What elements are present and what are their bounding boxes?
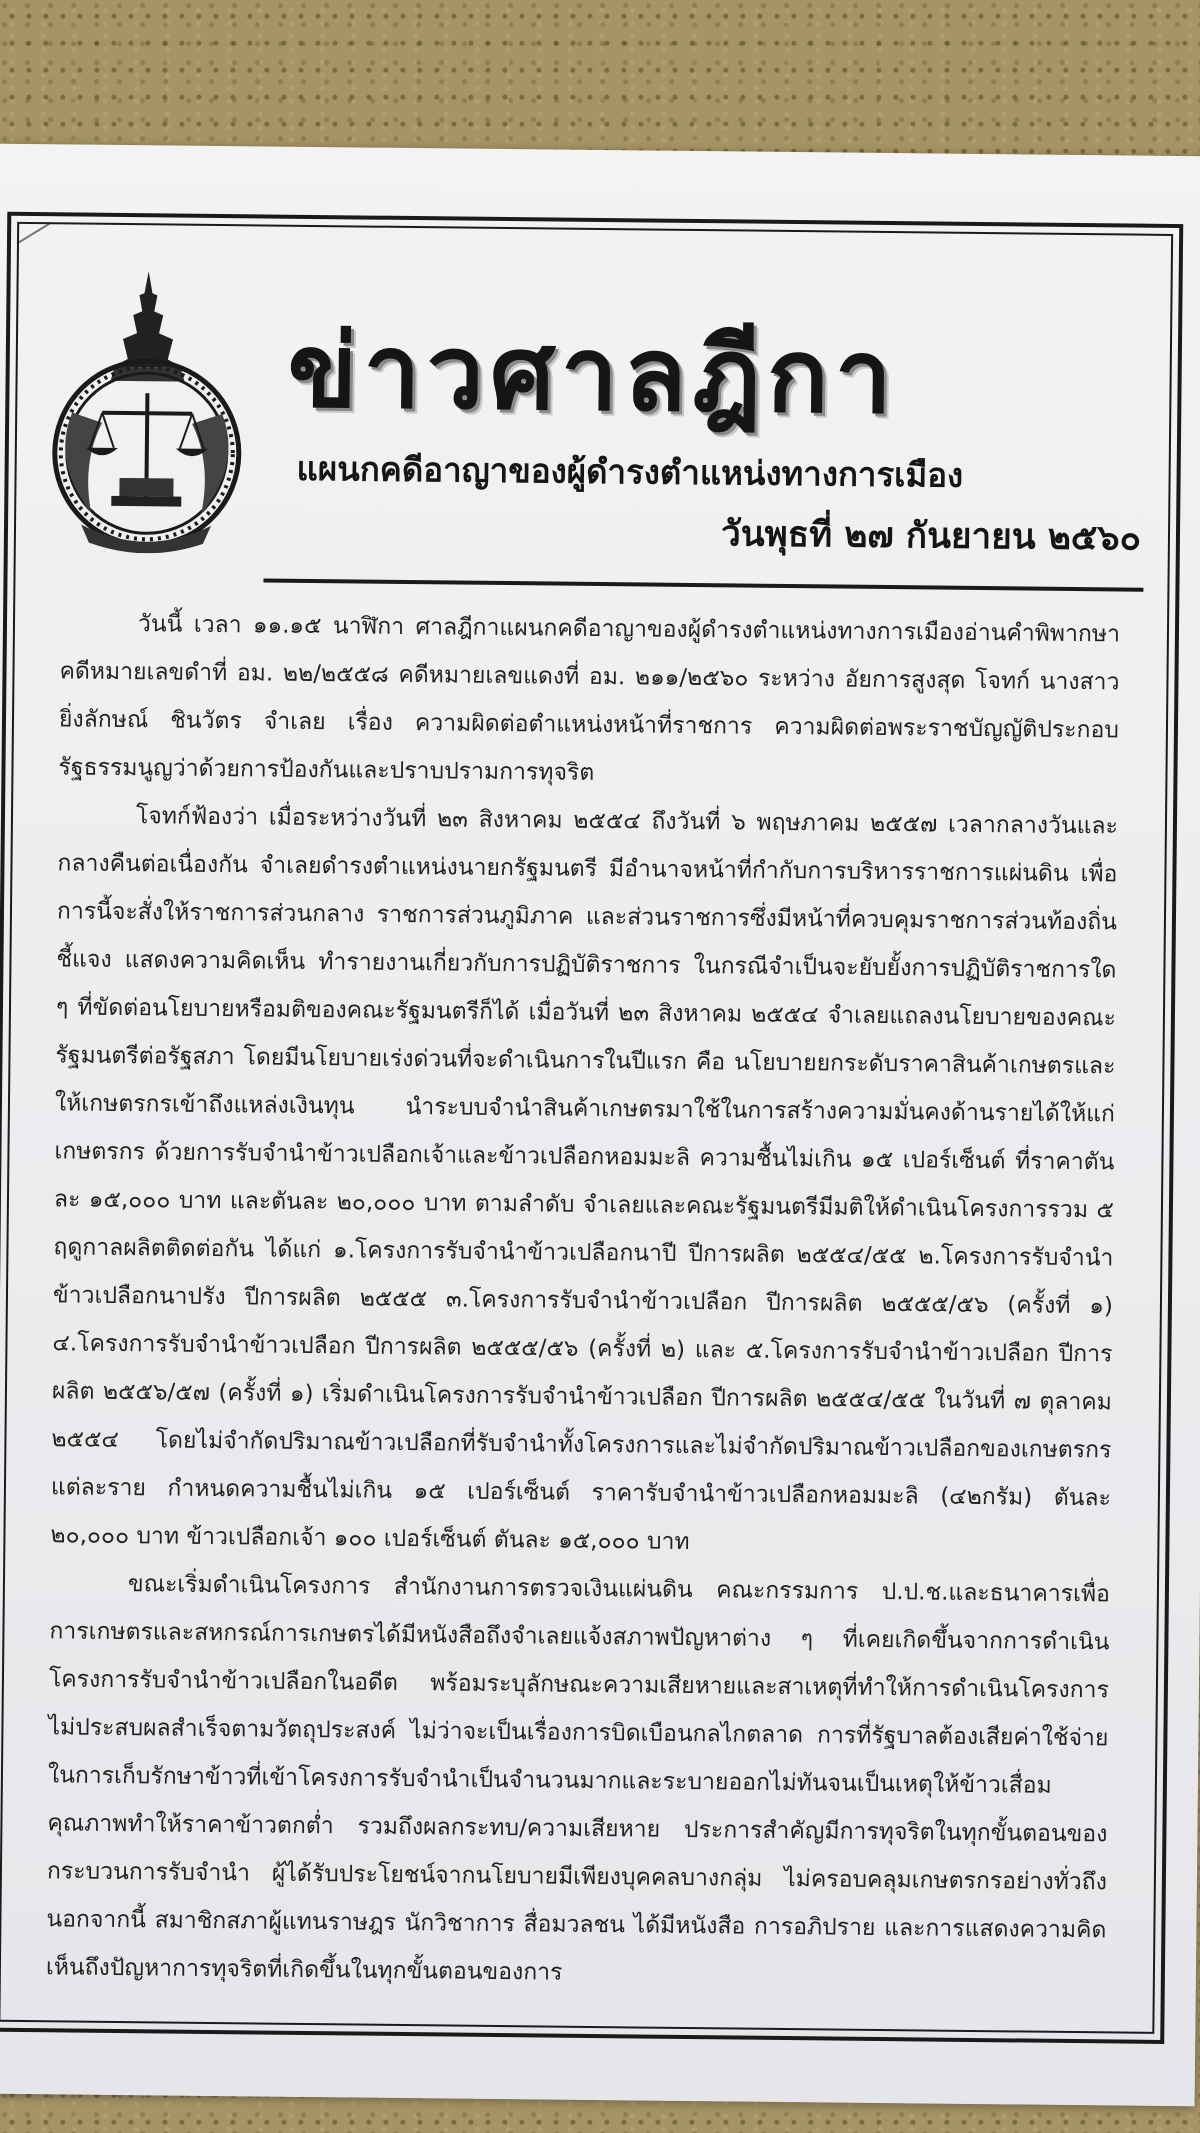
paragraph-1: วันนี้ เวลา ๑๑.๑๕ นาฬิกา ศาลฎีกาแผนกคดีอาญาของผู้ดำรงตำแหน่งทางการเมืองอ่านคำพิพากษา คดีหมายเลขดำที่ อม. ๒๒/๒๕๕๘ คดีหมายเลขแดงที่ อม. ๒๑๑/๒๕๖๐ ระหว่าง อัยการสูงสุด โจทก์ นางสาวยิ่งลักษณ์ ชินวัตร จำเลย เรื่อง ความผิดต่อตำแหน่งหน้าที่ราชการ ความผิดต่อพระราชบัญญัติประกอบรัฐธรรมนูญว่าด้วยการป้องกันและปราบปรามการทุจริต	[58, 611, 1121, 786]
paragraph-3: ขณะเริ่มดำเนินโครงการ สำนักงานการตรวจเงินแผ่นดิน คณะกรรมการ ป.ป.ช.และธนาคารเพื่อการเกษตรและสหกรณ์การเกษตรได้มีหนังสือถึงจำเลยแจ้งสภาพปัญหาต่าง ๆ ที่เคยเกิดขึ้นจากการดำเนินโครงการรับจำนำข้าวเปลือกในอดีต พร้อมระบุลักษณะความเสียหายและสาเหตุที่ทำให้การดำเนินโครงการไม่ประสบผลสำเร็จตามวัตถุประสงค์ ไม่ว่าจะเป็นเรื่องการบิดเบือนกลไกตลาด การที่รัฐบาลต้องเสียค่าใช้จ่ายในการเก็บรักษาข้าวที่เข้าโครงการรับจำนำเป็นจำนวนมากและระบายออกไม่ทันจนเป็นเหตุให้ข้าวเสื่อมคุณภาพทำให้ราคาข้าวตกต่ำ รวมถึงผลกระทบ/ความเสียหาย ประการสำคัญมีการทุจริตในทุกขั้นตอนของกระบวนการรับจำนำ ผู้ได้รับประโยชน์จากนโยบายมีเพียงบุคคลบางกลุ่ม ไม่ครอบคลุมเกษตรกรอย่างทั่วถึง นอกจากนี้ สมาชิกสภาผู้แทนราษฎร นักวิชาการ สื่อมวลชน ได้มีหนังสือ การอภิปราย และการแสดงความคิดเห็นถึงปัญหาการทุจริตที่เกิดขึ้นในทุกขั้นตอนของการ	[45, 1571, 1111, 1986]
department-subtitle: แผนกคดีอาญาของผู้ดำรงตำแหน่งทางการเมือง	[296, 448, 964, 495]
supreme-court-emblem-icon	[31, 262, 264, 554]
printed-notice-sheet	[0, 144, 1200, 2107]
paragraph-2: โจทก์ฟ้องว่า เมื่อระหว่างวันที่ ๒๓ สิงหาคม ๒๕๕๔ ถึงวันที่ ๖ พฤษภาคม ๒๕๕๗ เวลากลางวันและกลางคืนต่อเนื่องกัน จำเลยดำรงตำแหน่งนายกรัฐมนตรี มีอำนาจหน้าที่กำกับการบริหารราชการแผ่นดิน เพื่อการนี้จะสั่งให้ราชการส่วนกลาง ราชการส่วนภูมิภาค และส่วนราชการซึ่งมีหน้าที่ควบคุมราชการส่วนท้องถิ่น ชี้แจง แสดงความคิดเห็น ทำรายงานเกี่ยวกับการปฏิบัติราชการ ในกรณีจำเป็นจะยับยั้งการปฏิบัติราชการใด ๆ ที่ขัดต่อนโยบายหรือมติของคณะรัฐมนตรีก็ได้ เมื่อวันที่ ๒๓ สิงหาคม ๒๕๕๔ จำเลยแถลงนโยบายของคณะรัฐมนตรีต่อรัฐสภา โดยมีนโยบายเร่งด่วนที่จะดำเนินการในปีแรก คือ นโยบายยกระดับราคาสินค้าเกษตรและให้เกษตรกรเข้าถึงแหล่งเงินทุน นำระบบจำนำสินค้าเกษตรมาใช้ในการสร้างความมั่นคงด้านรายได้ให้แก่เกษตรกร ด้วยการรับจำนำข้าวเปลือกเจ้าและข้าวเปลือกหอมมะลิ ความชื้นไม่เกิน ๑๕ เปอร์เซ็นต์ ที่ราคาตันละ ๑๕,๐๐๐ บาท และตันละ ๒๐,๐๐๐ บาท ตามลำดับ จำเลยและคณะรัฐมนตรีมีมติให้ดำเนินโครงการรวม ๕ ฤดูกาลผลิตติดต่อกัน ได้แก่ ๑.โครงการรับจำนำข้าวเปลือกนาปี ปีการผลิต ๒๕๕๔/๕๕ ๒.โครงการรับจำนำข้าวเปลือกนาปรัง ปีการผลิต ๒๕๕๕ ๓.โครงการรับจำนำข้าวเปลือก ปีการผลิต ๒๕๕๕/๕๖ (ครั้งที่ ๑) ๔.โครงการรับจำนำข้าวเปลือก ปีการผลิต ๒๕๕๕/๕๖ (ครั้งที่ ๒) และ ๕.โครงการรับจำนำข้าวเปลือก ปีการผลิต ๒๕๕๖/๕๗ (ครั้งที่ ๑) เริ่มดำเนินโครงการรับจำนำข้าวเปลือก ปีการผลิต ๒๕๕๔/๕๕ ในวันที่ ๗ ตุลาคม ๒๕๕๔ โดยไม่จำกัดปริมาณข้าวเปลือกที่รับจำนำทั้งโครงการและไม่จำกัดปริมาณข้าวเปลือกของเกษตรกรแต่ละราย กำหนดความชื้นไม่เกิน ๑๕ เปอร์เซ็นต์ ราคารับจำนำข้าวเปลือกหอมมะลิ (๔๒กรัม) ตันละ ๒๐,๐๐๐ บาท ข้าวเปลือกเจ้า ๑๐๐ เปอร์เซ็นต์ ตันละ ๑๕,๐๐๐ บาท	[50, 803, 1119, 1555]
article-body	[46, 599, 1121, 2002]
issue-date: วันพุธที่ ๒๗ กันยายน ๒๕๖๐	[720, 514, 1142, 559]
page-title: ข่าวศาลฎีกา	[287, 311, 899, 438]
